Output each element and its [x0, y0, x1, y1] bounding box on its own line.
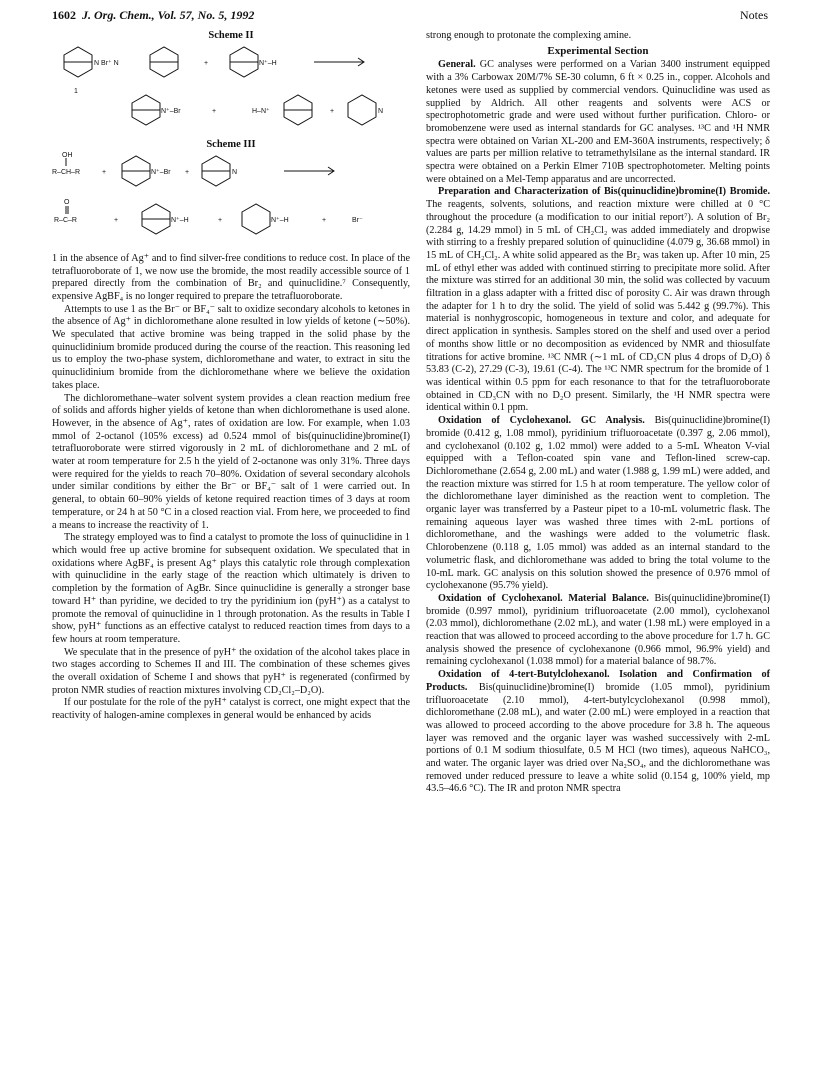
body-paragraph: strong enough to protonate the complexing amine. — [426, 30, 632, 41]
running-head — [52, 8, 254, 28]
ketone-label: R–C–R — [54, 217, 77, 225]
hydroxyl-label: OH — [62, 152, 73, 160]
page-header — [52, 8, 768, 28]
carbonyl-o-label: O — [64, 199, 70, 207]
scheme-3-title: Scheme III — [206, 139, 256, 151]
page-number: 1602 — [52, 8, 76, 22]
plus-sign: + — [322, 217, 327, 225]
paragraph-run-head: Oxidation of Cyclohexanol. GC Analysis. — [438, 415, 645, 427]
quinuclidinium-label: H–N⁺ — [252, 107, 270, 115]
experimental-section-title: Experimental Section — [547, 44, 649, 57]
paragraph-run-head: Preparation and Characterization of Bis(quinuclidine)bromine(I) Bromide. — [438, 186, 770, 198]
body-paragraph: We speculate that in the presence of pyH⁺ the oxidation of the alcohol takes place in two stages according to Schemes II and III. The combination of these schemes gives the overall oxidation of Scheme I and shows that pyH⁺ is regenerated (confirmed by proton NMR studies of reaction mixtures involving CD₂Cl₂–D₂O). — [52, 646, 410, 696]
alcohol-label: R–CH–R — [52, 169, 81, 177]
paragraph-body: GC analyses were performed on a Varian 3400 instrument equipped with a 3% Carbowax 20M/7% SE-30 column, 6 ft × 0.25 in., copper. Alcohols and ketones were used as supplied by commercial vendors. Quinuclidine was used as supplied by Aldrich. All other reagents and solvents were ACS or spectrophotometric grade and were used without further purification. Chloro- or bromobenzene were used as internal standards for GC analyses. ¹³C and ¹H NMR spectra were obtained on Varian XL-200 and EM-360A instruments, respectively; δ values are parts per million relative to tetramethylsilane as the internal standard. IR spectra were obtained on a Perkin Elmer 710B spectrophotometer. Melting points were obtained on a Mel-Temp apparatus and are uncorrected. — [426, 59, 770, 185]
paragraph-body: Bis(quinuclidine)bromine(I) bromide (1.05 mmol), pyridinium trifluoroacetate (2.10 mmol), 4-tert-butylcyclohexanol (0.998 mmol), dichloromethane (2.08 mL), and water (2.00 mL) were employed in a reaction that was allowed to proceed according to the above procedure for 3.8 h. The aqueous layer was removed and the organic layer was washed successively with 2-mL portions of 0.1 M sodium thiosulfate, 0.5 M HCl (two times), aqueous NaHCO₃, and water. The organic layer was dried over Na₂SO₄, and the dichloromethane was removed under reduced pressure to leave a white solid (0.154 g, 100% yield, mp 43.5–46.6 °C). The IR and proton NMR spectra — [426, 681, 770, 795]
experimental-paragraph — [426, 669, 770, 796]
n-br-n-label: N Br⁺ N — [94, 59, 119, 67]
right-column — [426, 30, 770, 796]
plus-sign: + — [218, 217, 223, 225]
quinuclidinium-label: N⁺–H — [271, 217, 289, 225]
bromoquinuclidinium-label: N⁺–Br — [151, 169, 171, 177]
quinuclidinium-label: N⁺–H — [171, 217, 189, 225]
bromide-label: Br⁻ — [352, 217, 363, 225]
compound-number-label: 1 — [74, 87, 78, 95]
experimental-paragraph — [426, 186, 770, 415]
quinuclidine-n-label: N — [232, 169, 238, 177]
paragraph-body: The reagents, solvents, solutions, and reaction mixture were chilled at 0 °C throughout the procedure (a modification to our initial report⁷). A solution of Br₂ (2.284 g, 14.29 mmol) in 5 mL of CH₂Cl₂ was added immediately and dropwise with stirring to a freshly prepared solution of quinuclidine (4.079 g, 36.68 mmol) in 15 mL of CH₂Cl₂. A white solid appeared as the Br₂ was taken up. After 10 min, 25 mL of ethyl ether was added with continued stirring to precipitate more solid. After the mixture was stirred for an additional 30 min, the solid was collected by vacuum filtration in a glass adapter with a fritted disc of porosity C. Air was drawn through the adapter for 1 h to dry the solid. The yield of solid was 5.442 g (99.7%). This material is nonhygroscopic, homogeneous in texture and color, and adequate for direct application in synthesis. Samples stored on the shelf and used over a period of months show little or no decomposition as evidenced by NMR and thiosulfate titrations for active bromine. ¹³C NMR (∼1 mL of CD₃CN plus 4 drops of D₂O) δ 53.83 (C-2), 27.29 (C-3), 19.61 (C-4). The ¹³C NMR spectrum for the bromide of 1 was identical within 0.5 ppm for each resonance to that for the tetrafluoroborate obtained in CD₃CN with no D₂O present. Similarly, the ¹H NMR spectra were identical within 0.1 ppm. — [426, 199, 770, 414]
journal-citation: J. Org. Chem., Vol. 57, No. 5, 1992 — [82, 8, 255, 22]
body-paragraph: 1 in the absence of Ag⁺ and to find silver-free conditions to reduce cost. In place of the tetrafluoroborate of 1, we now use the bromide, the most readily accessible source of 1 prepared directly from the combination of Br₂ and quinuclidine.⁷ Consequently, expensive AgBF₄ is no longer required to prepare the tetrafluoroborate. — [52, 252, 410, 302]
paragraph-run-head: Oxidation of Cyclohexanol. Material Balance. — [438, 592, 649, 604]
paragraph-body: Bis(quinuclidine)bromine(I) bromide (0.997 mmol), pyridinium trifluoroacetate (2.00 mmol), cyclohexanol (2.03 mmol), dichloromethane (2.02 mL), and water (1.98 mL) were employed in a reaction that was allowed to proceed according to the above procedure for 1.7 h. GC analysis showed the presence of cyclohexanone (0.966 mmol, 96.9% yield) and remaining cyclohexanol (1.038 mmol) for a material balance of 98.7%. — [426, 592, 770, 668]
quinuclidinium-label: N⁺–H — [259, 59, 277, 67]
paragraph-body: Bis(quinuclidine)bromine(I) bromide (0.412 g, 1.08 mmol), pyridinium trifluoroacetate (0.397 g, 2.06 mmol), and cyclohexanol (0.102 g, 1.02 mmol) were added to a 5-mL Wheaton V-vial equipped with a Teflon-coated spin vane and Teflon-lined screw-cap. Dichloromethane (2.654 g, 2.00 mL) and water (1.988 g, 1.99 mL) were added, and the reaction mixture was stirred for 1.5 h at room temperature. The yellow color of the dichloromethane layer diminished as the reaction went to completion. The organic layer was transferred by a Pasteur pipet to a 10-mL volumetric flask. The remaining aqueous layer was washed three times with 2-mL portions of dichloromethane, and the washings were added to the volumetric flask. Chlorobenzene (0.118 g, 1.05 mmol) was added as an internal standard to the volumetric flask, and dichloromethane was added to bring the total volume to the 10-mL mark. GC analysis on this solution showed the presence of 0.976 mmol of cyclohexanone (95.7% yield). — [426, 415, 770, 592]
scheme-2-title: Scheme II — [208, 30, 254, 41]
body-paragraph: If our postulate for the role of the pyH⁺ catalyst is correct, one might expect that the reactivity of halogen-amine complexes in general would be enhanced by acids — [52, 697, 410, 722]
experimental-paragraph — [426, 59, 770, 186]
plus-sign: + — [185, 169, 190, 177]
scheme-3-diagram — [52, 152, 410, 244]
plus-sign: + — [212, 107, 217, 115]
left-column — [52, 30, 410, 723]
section-label: Notes — [740, 8, 768, 22]
bromoquinuclidinium-label: N⁺–Br — [161, 107, 181, 115]
paragraph-run-head: General. — [438, 59, 476, 71]
scheme-2-diagram — [52, 43, 410, 135]
left-body-text — [52, 253, 410, 723]
paragraph-run-head: Oxidation of 4-tert-Butylclohexanol. Isolation and Confirmation of Products. — [426, 669, 770, 693]
experimental-paragraph — [426, 415, 770, 593]
plus-sign: + — [330, 107, 335, 115]
quinuclidine-n-label: N — [378, 107, 384, 115]
experimental-paragraph — [426, 593, 770, 669]
plus-sign: + — [204, 59, 209, 67]
body-paragraph: The dichloromethane–water solvent system provides a clean reaction medium free of solids and affords higher yields of ketone than when dichloromethane is used alone. However, in the absence of Ag⁺, rates of oxidation are low. For example, when 1.03 mmol of 2-octanol (105% excess) ad 0.524 mmol of bis(quinuclidine)bromine(I) tetrafluoroborate were stirred vigorously in 2 mL of dichloromethane and 2 mL of water at room temperature for 2.5 h the yield of 2-octanone was only 31%. Three days were required for the yields to reach 70–80%. Oxidation of several secondary alcohols under similar conditions by either the Br⁻ or BF₄⁻ salt of 1 were carried out. In general, to obtain 60–90% yields of ketone required reaction times of 3 days at room temperature, or 24 h at 50 °C in a closed reaction vial. From here, we proceeded to find a means to increase the reactivity of 1. — [52, 392, 410, 531]
plus-sign: + — [114, 217, 119, 225]
plus-sign: + — [102, 169, 107, 177]
body-paragraph: The strategy employed was to find a catalyst to promote the loss of quinuclidine in 1 which would free up active bromine for subsequent oxidation. We speculated that in oxidations where AgBF₄ is present Ag⁺ plays this catalytic role through complexation with quinuclidine in the early stage of the reaction which ultimately is driven to completion by the formation of AgBr. Since quinuclidine is generally a stronger base toward H⁺ than pyridine, we decided to try the pyridinium ion (pyH⁺) as a catalyst to promote the removal of quinuclidine in 1 through protonation. As the results in Table I show, pyH⁺ functions as an effective catalyst to reduced reaction times from days to a few hours at room temperature. — [52, 532, 410, 645]
body-paragraph: Attempts to use 1 as the Br⁻ or BF₄⁻ salt to oxidize secondary alcohols to ketones in the absence of Ag⁺ in dichloromethane alone resulted in low yields of ketone (∼50%). We speculated that active bromine was being trapped in the solid phase by the quinuclidinium bromide produced during the course of the reaction. This reasoning led us to employ the two-phase system, dichloromethane and water, to extract in situ the quinuclidinium bromide from the dichloromethane where we believe the oxidation takes place. — [52, 303, 410, 391]
